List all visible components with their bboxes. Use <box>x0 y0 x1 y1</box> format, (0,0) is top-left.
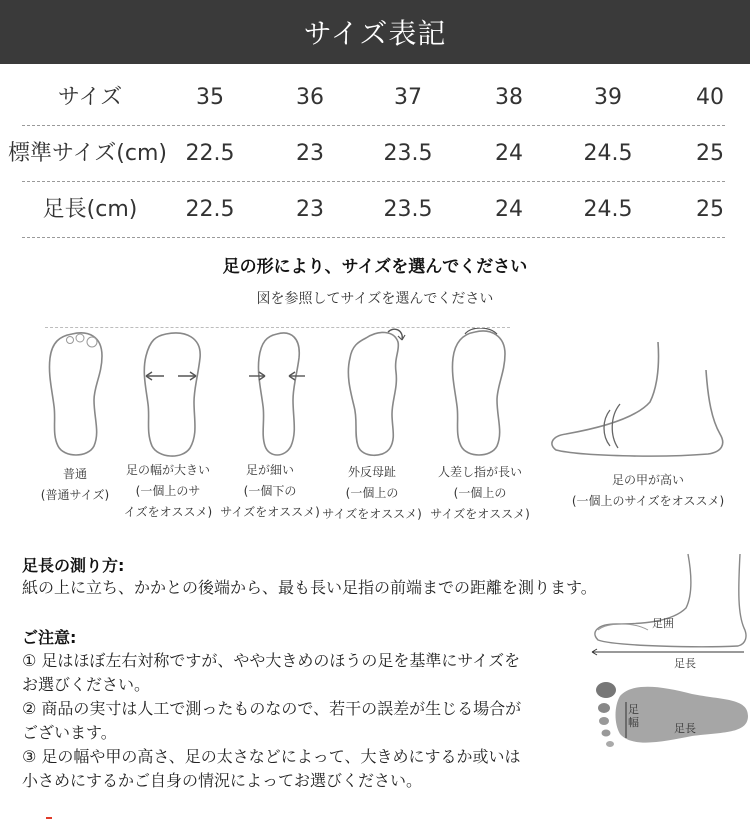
table-cell: 23 <box>296 141 324 166</box>
table-row <box>0 126 750 182</box>
table-cell: 23.5 <box>383 141 433 166</box>
foot-type-caption: 普通 (普通サイズ) <box>40 467 110 502</box>
table-row <box>0 182 750 238</box>
table-row <box>0 70 750 126</box>
note-line: ② 商品の実寸は人工で測ったものなので、若干の誤差が生じる場合が <box>22 699 522 718</box>
high-instep-foot-icon <box>540 340 730 460</box>
girth-label: 足囲 <box>652 617 674 630</box>
table-cell: 24.5 <box>583 197 633 222</box>
foot-type-caption: 足の幅が大きい (一個上のサ イズをオススメ) <box>123 463 213 519</box>
table-cell: 25 <box>696 141 724 166</box>
table-cell: 24.5 <box>583 141 633 166</box>
width-label: 足幅 <box>628 703 639 729</box>
notes-title: ご注意: <box>22 628 77 647</box>
wide-foot-icon <box>138 328 208 460</box>
red-mark <box>46 817 52 819</box>
note-line: ③ 足の幅や甲の高さ、足の太さなどによって、大きめにするか或いは <box>22 747 521 766</box>
row-label: サイズ <box>57 85 123 110</box>
table-cell: 40 <box>696 85 724 110</box>
title-banner <box>0 0 750 64</box>
foot-type-caption: 足の甲が高い (一個上のサイズをオススメ) <box>571 473 725 508</box>
note-line: 小さめにするかご自身の情況によってお選びください。 <box>22 771 423 790</box>
fit-guide-subtitle: 図を参照してサイズを選んでください <box>256 291 494 307</box>
note-line: ① 足はほぼ左右対称ですが、やや大きめのほうの足を基準にサイズを <box>22 651 521 670</box>
row-label: 標準サイズ(cm) <box>8 141 167 166</box>
table-cell: 38 <box>495 85 523 110</box>
table-cell: 36 <box>296 85 324 110</box>
row-divider <box>22 237 725 238</box>
table-cell: 39 <box>594 85 622 110</box>
foot-type-caption: 外反母趾 (一個上の サイズをオススメ) <box>322 465 422 521</box>
table-cell: 24 <box>495 141 523 166</box>
note-line: ございます。 <box>22 723 117 742</box>
table-cell: 35 <box>196 85 224 110</box>
foot-type-caption: 足が細い (一個下の サイズをオススメ) <box>220 463 320 519</box>
foot-type-caption: 人差し指が長い (一個上の サイズをオススメ) <box>430 465 530 521</box>
table-cell: 23.5 <box>383 197 433 222</box>
side-foot-diagram <box>588 552 748 662</box>
length-sole-label: 足長 <box>674 722 696 735</box>
table-cell: 22.5 <box>185 197 235 222</box>
row-label: 足長(cm) <box>42 197 138 222</box>
long-toe-foot-icon <box>445 328 515 460</box>
table-cell: 23 <box>296 197 324 222</box>
table-cell: 37 <box>394 85 422 110</box>
fit-guide-title: 足の形により、サイズを選んでください <box>222 257 528 277</box>
measure-description: 紙の上に立ち、かかとの後端から、最も長い足指の前端までの距離を測ります。 <box>22 578 597 597</box>
page-title: サイズ表記 <box>303 17 447 50</box>
normal-foot-icon <box>42 328 112 460</box>
narrow-foot-icon <box>245 328 315 460</box>
length-side-label: 足長 <box>674 657 696 670</box>
table-cell: 24 <box>495 197 523 222</box>
bunion-foot-icon <box>342 328 412 460</box>
table-cell: 22.5 <box>185 141 235 166</box>
sole-foot-diagram <box>592 676 750 752</box>
measure-title: 足長の測り方: <box>22 556 125 575</box>
table-cell: 25 <box>696 197 724 222</box>
note-line: お選びください。 <box>22 675 151 694</box>
